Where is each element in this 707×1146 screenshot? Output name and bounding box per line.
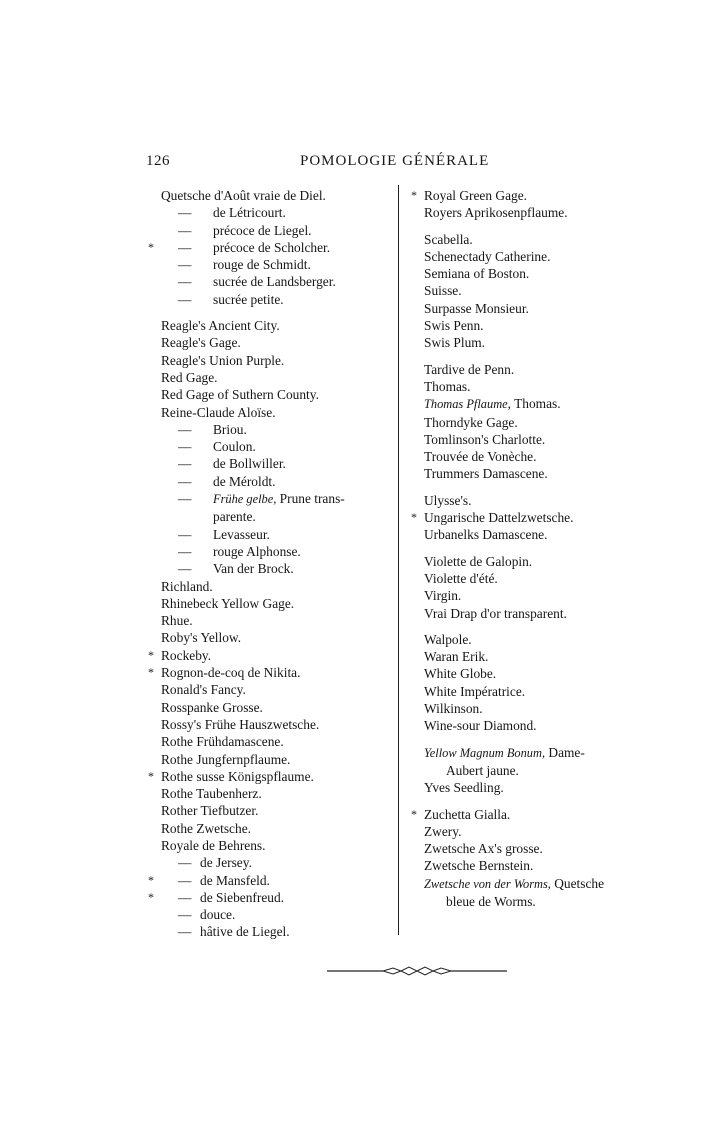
list-item (148, 239, 393, 256)
ditto-dash: — (178, 543, 192, 559)
list-item (411, 317, 671, 334)
left-column (148, 187, 393, 941)
entry-text: Trummers Damascene. (424, 466, 548, 482)
entry-text: Suisse. (424, 283, 462, 299)
list-item (148, 716, 393, 733)
list-item (411, 361, 671, 378)
list-item (411, 587, 671, 604)
entry-text: Rother Tiefbutzer. (161, 803, 259, 819)
list-item (411, 265, 671, 282)
entry-text: de Létricourt. (213, 205, 286, 221)
entry-text: précoce de Liegel. (213, 222, 312, 238)
asterisk-marker: * (411, 188, 417, 202)
asterisk-marker: * (411, 806, 417, 821)
section-gap (411, 352, 671, 361)
list-item (148, 889, 393, 906)
list-item (148, 404, 393, 421)
entry-text: Violette d'été. (424, 570, 498, 586)
entry-text: White Impératrice. (424, 683, 526, 699)
entry-text: Van der Brock. (213, 561, 294, 577)
list-item (148, 837, 393, 854)
asterisk-marker: * (148, 665, 154, 680)
list-item (148, 768, 393, 785)
list-item (148, 906, 393, 923)
ditto-dash: — (178, 526, 192, 542)
entry-text: Wine-sour Diamond. (424, 718, 537, 734)
list-item (411, 683, 671, 700)
ditto-dash: — (178, 561, 192, 577)
asterisk-marker: * (148, 239, 154, 254)
list-item (411, 857, 671, 874)
entry-text: sucrée petite. (213, 291, 284, 307)
entry-text: Reagle's Ancient City. (161, 318, 280, 334)
ditto-dash: — (178, 257, 192, 273)
entry-text: Walpole. (424, 631, 472, 647)
entry-text: Rhinebeck Yellow Gage. (161, 595, 295, 611)
asterisk-marker: * (148, 647, 154, 662)
italic-name: Yellow Magnum Bonum, (424, 745, 546, 760)
column-rule (398, 185, 399, 935)
entry-text: de Jersey. (200, 855, 252, 871)
entry-text: Reagle's Gage. (161, 335, 241, 351)
list-item (148, 872, 393, 889)
entry-text: rouge Alphonse. (213, 543, 301, 559)
ornament-divider (327, 965, 507, 977)
entry-text: Ungarische Dattelzwetsche. (424, 510, 574, 526)
list-item (148, 317, 393, 334)
section-gap (411, 797, 671, 806)
entry-text: Rothe Jungfernpflaume. (161, 751, 291, 767)
entry-text: Zwetsche Bernstein. (424, 858, 534, 874)
entry-text: Trouvée de Vonèche. (424, 449, 537, 465)
section-gap (411, 622, 671, 631)
list-item (148, 664, 393, 681)
entry-text: Violette de Galopin. (424, 553, 533, 569)
list-item (411, 448, 671, 465)
entry-text: Red Gage. (161, 369, 218, 385)
list-item (148, 421, 393, 438)
ditto-dash: — (178, 855, 192, 871)
list-item (148, 369, 393, 386)
list-item (148, 455, 393, 472)
ditto-dash: — (178, 291, 192, 307)
entry-text: Scabella. (424, 231, 473, 247)
list-item (411, 282, 671, 299)
entry-text: Swis Plum. (424, 335, 486, 351)
list-item (148, 543, 393, 560)
entry-text: Red Gage of Suthern County. (161, 387, 319, 403)
list-item (148, 352, 393, 369)
list-item (148, 334, 393, 351)
list-item (148, 256, 393, 273)
entry-text: Quetsche d'Août vraie de Diel. (161, 188, 326, 203)
ditto-dash: — (178, 456, 192, 472)
page-number: 126 (146, 153, 170, 169)
list-item (148, 820, 393, 837)
list-item (411, 806, 671, 823)
ditto-dash: — (178, 421, 192, 437)
entry-text: de Mansfeld. (200, 872, 270, 888)
list-item (148, 785, 393, 802)
entry-text: Royers Aprikosenpflaume. (424, 205, 568, 221)
entry-text: Zuchetta Gialla. (424, 806, 511, 822)
list-item (411, 631, 671, 648)
list-item (148, 595, 393, 612)
list-item (148, 629, 393, 646)
list-item (411, 509, 671, 526)
list-item (148, 187, 393, 204)
list-item (411, 648, 671, 665)
entry-text: Reagle's Union Purple. (161, 352, 285, 368)
asterisk-marker: * (148, 768, 154, 783)
list-item (148, 699, 393, 716)
entry-text: Virgin. (424, 588, 462, 604)
list-item (411, 570, 671, 587)
entry-text: Surpasse Monsieur. (424, 300, 529, 316)
list-item (411, 187, 671, 204)
entry-text: Prune trans- (276, 491, 345, 507)
ditto-dash: — (178, 239, 192, 255)
list-item (411, 395, 671, 413)
entry-text: Tardive de Penn. (424, 361, 515, 377)
entry-text: Quetsche (550, 875, 605, 891)
list-item (411, 700, 671, 717)
entry-text: Vrai Drap d'or transparent. (424, 605, 567, 621)
entry-text: Semiana of Boston. (424, 266, 530, 282)
entry-text: de Méroldt. (213, 473, 276, 489)
ditto-dash: — (178, 872, 192, 888)
entry-text: White Globe. (424, 666, 497, 682)
ditto-dash: — (178, 889, 192, 905)
entry-text: Ronald's Fancy. (161, 682, 246, 698)
list-item (411, 231, 671, 248)
entry-text: Richland. (161, 578, 213, 594)
list-item (148, 222, 393, 239)
entry-continuation: parente. (213, 509, 256, 525)
entry-text: Thomas. (424, 378, 471, 394)
list-item (148, 612, 393, 629)
list-item (148, 273, 393, 290)
entry-text: Thorndyke Gage. (424, 414, 518, 430)
ditto-dash: — (178, 473, 192, 489)
list-item (411, 605, 671, 622)
entry-text: Briou. (213, 421, 247, 437)
entry-text: Ulysse's. (424, 492, 472, 508)
list-item (148, 438, 393, 455)
list-item (411, 840, 671, 857)
entry-text: Roby's Yellow. (161, 630, 242, 646)
entry-text: Rognon-de-coq de Nikita. (161, 665, 301, 681)
asterisk-marker: * (148, 872, 154, 887)
entry-text: de Bollwiller. (213, 456, 286, 472)
list-item (148, 802, 393, 819)
list-item (148, 854, 393, 871)
list-item (411, 334, 671, 351)
section-gap (148, 308, 393, 317)
ditto-dash: — (178, 439, 192, 455)
entry-continuation: Aubert jaune. (446, 762, 519, 778)
list-item (148, 681, 393, 698)
list-item (148, 490, 393, 526)
list-item (148, 578, 393, 595)
entry-text: Coulon. (213, 439, 256, 455)
list-item (411, 378, 671, 395)
entry-text: Rothe susse Königspflaume. (161, 768, 314, 784)
list-item (411, 665, 671, 682)
list-item (148, 733, 393, 750)
list-item (148, 291, 393, 308)
section-gap (411, 222, 671, 231)
list-item (148, 473, 393, 490)
entry-text: douce. (200, 907, 236, 923)
italic-name: Frühe gelbe, (213, 492, 277, 507)
list-item (411, 300, 671, 317)
section-gap (411, 544, 671, 553)
entry-text: hâtive de Liegel. (200, 924, 290, 940)
section-gap (411, 483, 671, 492)
entry-text: Dame- (545, 744, 585, 760)
entry-text: Swis Penn. (424, 318, 484, 334)
list-item (411, 414, 671, 431)
ditto-dash: — (178, 205, 192, 221)
page-title: POMOLOGIE GÉNÉRALE (300, 153, 490, 169)
ditto-dash: — (178, 222, 192, 238)
list-item (148, 386, 393, 403)
list-item (148, 560, 393, 577)
ditto-dash: — (178, 907, 192, 923)
entry-text: Royale de Behrens. (161, 837, 266, 853)
italic-name: Thomas Pflaume (424, 397, 508, 412)
italic-name: Zwetsche von der Worms, (424, 876, 551, 891)
entry-text: Zwery. (424, 823, 462, 839)
entry-text: Waran Erik. (424, 649, 489, 665)
entry-text: Yves Seedling. (424, 780, 504, 796)
ditto-dash: — (178, 274, 192, 290)
list-item (411, 204, 671, 221)
ditto-dash: — (178, 491, 192, 507)
entry-text: Zwetsche Ax's grosse. (424, 841, 543, 857)
list-item (411, 248, 671, 265)
list-item (148, 647, 393, 664)
entry-text: Urbanelks Damascene. (424, 527, 548, 543)
entry-text: Rothe Zwetsche. (161, 820, 251, 836)
list-item (148, 923, 393, 940)
list-item (411, 431, 671, 448)
entry-text: Rockeby. (161, 647, 212, 663)
entry-text: Rhue. (161, 613, 193, 629)
list-item (411, 779, 671, 796)
list-item (411, 553, 671, 570)
list-item (411, 875, 671, 911)
entry-text: Levasseur. (213, 526, 270, 542)
entry-text: Reine-Claude Aloïse. (161, 404, 276, 420)
entry-text: rouge de Schmidt. (213, 257, 311, 273)
list-item (411, 526, 671, 543)
entry-text: Tomlinson's Charlotte. (424, 431, 546, 447)
entry-text: Rosspanke Grosse. (161, 699, 263, 715)
list-item (411, 465, 671, 482)
list-item (148, 751, 393, 768)
entry-text: , Thomas. (507, 396, 561, 412)
entry-text: sucrée de Landsberger. (213, 274, 336, 290)
entry-text: Wilkinson. (424, 701, 483, 717)
entry-text: Schenectady Catherine. (424, 248, 551, 264)
list-item (411, 823, 671, 840)
list-item (411, 492, 671, 509)
entry-text: Royal Green Gage. (424, 188, 527, 203)
section-gap (411, 735, 671, 744)
entry-text: de Siebenfreud. (200, 889, 285, 905)
entry-text: Rothe Frühdamascene. (161, 734, 284, 750)
entry-continuation: bleue de Worms. (446, 893, 536, 909)
list-item (148, 526, 393, 543)
right-column (411, 187, 671, 910)
ditto-dash: — (178, 924, 192, 940)
list-item (411, 744, 671, 780)
entry-text: Rothe Taubenherz. (161, 786, 262, 802)
entry-text: précoce de Scholcher. (213, 239, 331, 255)
asterisk-marker: * (148, 889, 154, 904)
list-item (411, 717, 671, 734)
asterisk-marker: * (411, 510, 417, 525)
list-item (148, 204, 393, 221)
entry-text: Rossy's Frühe Hauszwetsche. (161, 716, 320, 732)
